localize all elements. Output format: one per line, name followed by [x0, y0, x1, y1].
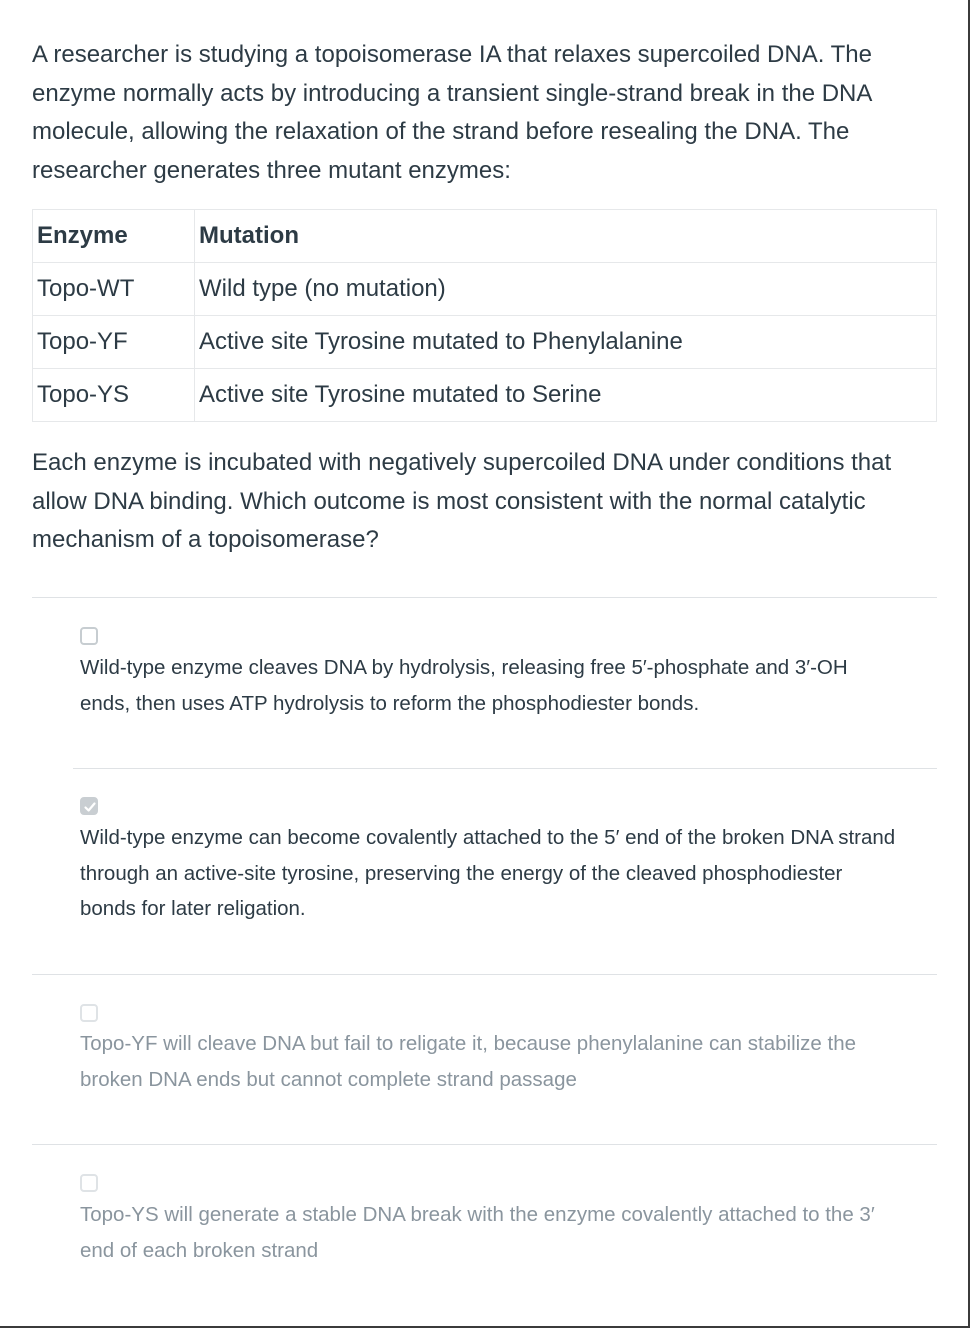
question-intro-text: A researcher is studying a topoisomerase IA that relaxes supercoiled DNA. The enzyme normally acts by introducing a transient single-strand break in the DNA molecule, allowing the relaxation of the strand before resealing the DNA. The researcher generates three mutant enzymes: — [32, 41, 872, 184]
question-intro — [32, 36, 932, 190]
table-cell-mutation: Wild type (no mutation) — [195, 263, 937, 316]
checkmark-icon — [83, 800, 97, 814]
divider — [32, 597, 937, 598]
table-cell-mutation: Active site Tyrosine mutated to Phenylalanine — [195, 316, 937, 369]
table-cell-enzyme: Topo-YF — [33, 316, 195, 369]
table-row — [33, 316, 937, 369]
table-row — [33, 263, 937, 316]
table-cell-enzyme: Topo-YS — [33, 369, 195, 422]
divider — [32, 974, 937, 975]
answer-3-text[interactable]: Topo-YF will cleave DNA but fail to religate it, because phenylalanine can stabilize the broken DNA ends but cannot complete strand passage — [80, 1032, 857, 1091]
table-header-mutation: Mutation — [195, 210, 937, 263]
question-stem-text: Each enzyme is incubated with negatively supercoiled DNA under conditions that allow DNA binding. Which outcome is most consistent with the normal catalytic mechanism of a topoisomerase? — [32, 449, 892, 553]
answer-3-checkbox[interactable] — [80, 1004, 98, 1022]
answer-1-checkbox[interactable] — [80, 627, 98, 645]
table-cell-mutation: Active site Tyrosine mutated to Serine — [195, 369, 937, 422]
question-stem — [32, 444, 932, 560]
answer-4-checkbox[interactable] — [80, 1174, 98, 1192]
answer-4-text[interactable]: Topo-YS will generate a stable DNA break with the enzyme covalently attached to the 3′ end of each broken strand — [80, 1203, 875, 1262]
divider — [73, 768, 937, 769]
table-header-row — [33, 210, 937, 263]
table-row — [33, 369, 937, 422]
answer-2-checkbox[interactable] — [80, 797, 98, 815]
answer-1-text[interactable]: Wild-type enzyme cleaves DNA by hydrolysis, releasing free 5′-phosphate and 3′-OH ends, then uses ATP hydrolysis to reform the phosphodiester bonds. — [80, 656, 848, 715]
table-header-enzyme: Enzyme — [33, 210, 195, 263]
table-cell-enzyme: Topo-WT — [33, 263, 195, 316]
mutation-table — [32, 209, 937, 422]
answer-2-text[interactable]: Wild-type enzyme can become covalently attached to the 5′ end of the broken DNA strand through an active-site tyrosine, preserving the energy of the cleaved phosphodiester bonds for later religation. — [80, 826, 896, 920]
divider — [32, 1144, 937, 1145]
